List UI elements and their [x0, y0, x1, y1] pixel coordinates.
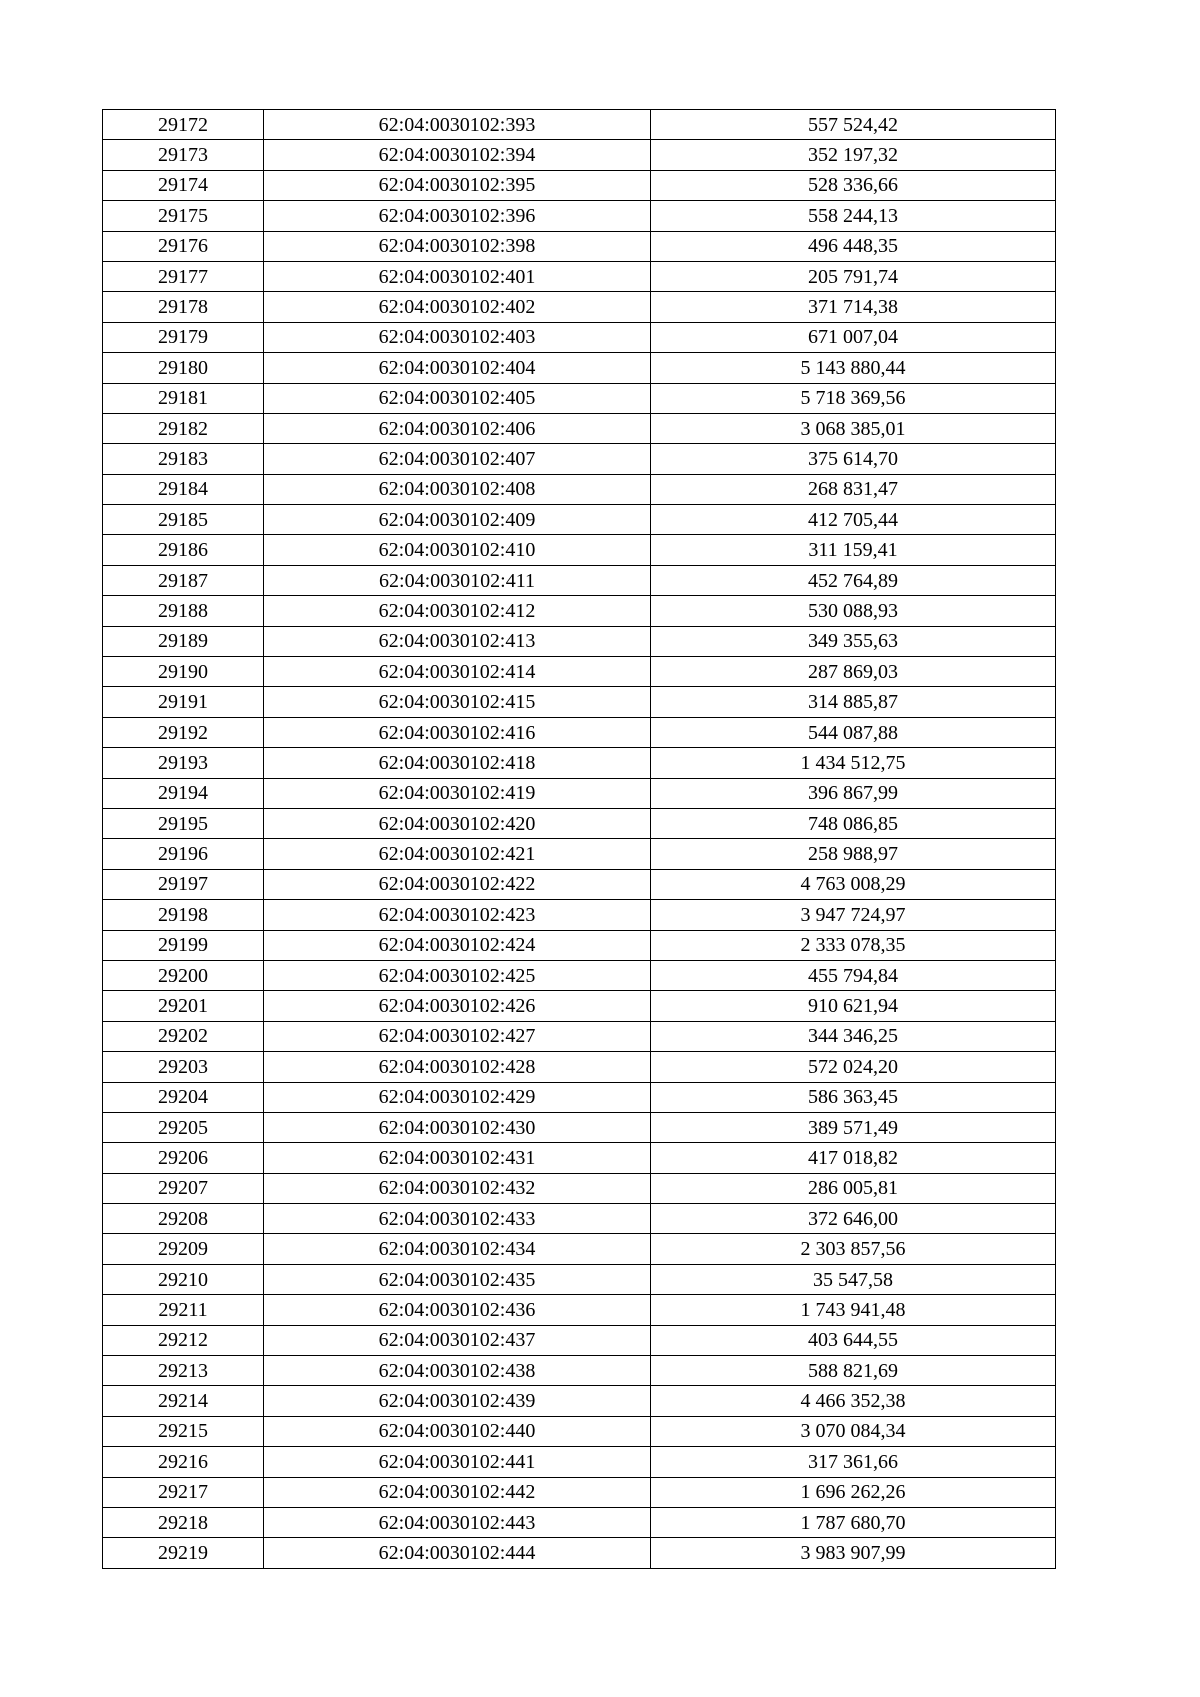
row-number-cell: 29187	[103, 565, 264, 595]
row-number-cell: 29209	[103, 1234, 264, 1264]
table-row	[103, 261, 1056, 291]
cadastral-value-cell: 671 007,04	[651, 322, 1056, 352]
table-row	[103, 535, 1056, 565]
table-row	[103, 474, 1056, 504]
cadastral-number-cell: 62:04:0030102:394	[264, 140, 651, 170]
table-row	[103, 413, 1056, 443]
table-row	[103, 292, 1056, 322]
row-number-cell: 29193	[103, 748, 264, 778]
table-row	[103, 1477, 1056, 1507]
cadastral-number-cell: 62:04:0030102:423	[264, 900, 651, 930]
table-row	[103, 140, 1056, 170]
cadastral-value-cell: 557 524,42	[651, 110, 1056, 140]
cadastral-number-cell: 62:04:0030102:422	[264, 869, 651, 899]
row-number-cell: 29184	[103, 474, 264, 504]
row-number-cell: 29196	[103, 839, 264, 869]
cadastral-number-cell: 62:04:0030102:416	[264, 717, 651, 747]
row-number-cell: 29172	[103, 110, 264, 140]
row-number-cell: 29206	[103, 1143, 264, 1173]
cadastral-value-cell: 452 764,89	[651, 565, 1056, 595]
cadastral-number-cell: 62:04:0030102:433	[264, 1204, 651, 1234]
cadastral-value-cell: 412 705,44	[651, 505, 1056, 535]
cadastral-number-cell: 62:04:0030102:444	[264, 1538, 651, 1568]
cadastral-number-cell: 62:04:0030102:420	[264, 808, 651, 838]
cadastral-number-cell: 62:04:0030102:412	[264, 596, 651, 626]
cadastral-number-cell: 62:04:0030102:403	[264, 322, 651, 352]
cadastral-value-cell: 748 086,85	[651, 808, 1056, 838]
cadastral-number-cell: 62:04:0030102:431	[264, 1143, 651, 1173]
table-row	[103, 1386, 1056, 1416]
cadastral-number-cell: 62:04:0030102:414	[264, 657, 651, 687]
row-number-cell: 29198	[103, 900, 264, 930]
cadastral-number-cell: 62:04:0030102:424	[264, 930, 651, 960]
cadastral-value-cell: 268 831,47	[651, 474, 1056, 504]
cadastral-number-cell: 62:04:0030102:395	[264, 170, 651, 200]
cadastral-number-cell: 62:04:0030102:443	[264, 1507, 651, 1537]
row-number-cell: 29216	[103, 1447, 264, 1477]
cadastral-number-cell: 62:04:0030102:415	[264, 687, 651, 717]
table-row	[103, 505, 1056, 535]
cadastral-value-cell: 349 355,63	[651, 626, 1056, 656]
cadastral-number-cell: 62:04:0030102:409	[264, 505, 651, 535]
cadastral-value-cell: 372 646,00	[651, 1204, 1056, 1234]
row-number-cell: 29194	[103, 778, 264, 808]
cadastral-number-cell: 62:04:0030102:436	[264, 1295, 651, 1325]
cadastral-value-cell: 352 197,32	[651, 140, 1056, 170]
row-number-cell: 29177	[103, 261, 264, 291]
table-row	[103, 1295, 1056, 1325]
cadastral-value-cell: 4 466 352,38	[651, 1386, 1056, 1416]
cadastral-number-cell: 62:04:0030102:405	[264, 383, 651, 413]
cadastral-value-cell: 258 988,97	[651, 839, 1056, 869]
cadastral-value-cell: 530 088,93	[651, 596, 1056, 626]
cadastral-number-cell: 62:04:0030102:419	[264, 778, 651, 808]
cadastral-number-cell: 62:04:0030102:441	[264, 1447, 651, 1477]
row-number-cell: 29214	[103, 1386, 264, 1416]
cadastral-value-cell: 455 794,84	[651, 960, 1056, 990]
row-number-cell: 29183	[103, 444, 264, 474]
cadastral-number-cell: 62:04:0030102:408	[264, 474, 651, 504]
table-row	[103, 869, 1056, 899]
table-row	[103, 596, 1056, 626]
cadastral-value-cell: 311 159,41	[651, 535, 1056, 565]
cadastral-value-cell: 2 303 857,56	[651, 1234, 1056, 1264]
cadastral-value-cell: 1 434 512,75	[651, 748, 1056, 778]
table-row	[103, 383, 1056, 413]
table-row	[103, 444, 1056, 474]
table-row	[103, 1082, 1056, 1112]
table-body	[103, 110, 1056, 1569]
row-number-cell: 29205	[103, 1112, 264, 1142]
cadastral-value-table	[102, 109, 1056, 1569]
cadastral-value-cell: 544 087,88	[651, 717, 1056, 747]
table-row	[103, 991, 1056, 1021]
cadastral-number-cell: 62:04:0030102:418	[264, 748, 651, 778]
cadastral-number-cell: 62:04:0030102:429	[264, 1082, 651, 1112]
row-number-cell: 29197	[103, 869, 264, 899]
table-row	[103, 1538, 1056, 1568]
row-number-cell: 29178	[103, 292, 264, 322]
cadastral-number-cell: 62:04:0030102:402	[264, 292, 651, 322]
table-row	[103, 626, 1056, 656]
cadastral-value-cell: 572 024,20	[651, 1052, 1056, 1082]
cadastral-value-cell: 314 885,87	[651, 687, 1056, 717]
cadastral-value-cell: 3 068 385,01	[651, 413, 1056, 443]
table-row	[103, 717, 1056, 747]
row-number-cell: 29186	[103, 535, 264, 565]
cadastral-number-cell: 62:04:0030102:439	[264, 1386, 651, 1416]
table-row	[103, 748, 1056, 778]
cadastral-number-cell: 62:04:0030102:425	[264, 960, 651, 990]
row-number-cell: 29210	[103, 1264, 264, 1294]
table-row	[103, 110, 1056, 140]
cadastral-number-cell: 62:04:0030102:426	[264, 991, 651, 1021]
cadastral-value-cell: 5 718 369,56	[651, 383, 1056, 413]
cadastral-value-cell: 3 947 724,97	[651, 900, 1056, 930]
row-number-cell: 29203	[103, 1052, 264, 1082]
table-row	[103, 1447, 1056, 1477]
table-row	[103, 1507, 1056, 1537]
cadastral-number-cell: 62:04:0030102:440	[264, 1416, 651, 1446]
row-number-cell: 29217	[103, 1477, 264, 1507]
cadastral-value-cell: 496 448,35	[651, 231, 1056, 261]
row-number-cell: 29200	[103, 960, 264, 990]
row-number-cell: 29179	[103, 322, 264, 352]
row-number-cell: 29180	[103, 353, 264, 383]
cadastral-value-cell: 3 070 084,34	[651, 1416, 1056, 1446]
row-number-cell: 29185	[103, 505, 264, 535]
table-row	[103, 1416, 1056, 1446]
row-number-cell: 29208	[103, 1204, 264, 1234]
cadastral-number-cell: 62:04:0030102:407	[264, 444, 651, 474]
table-row	[103, 322, 1056, 352]
cadastral-number-cell: 62:04:0030102:401	[264, 261, 651, 291]
table-row	[103, 231, 1056, 261]
cadastral-number-cell: 62:04:0030102:442	[264, 1477, 651, 1507]
row-number-cell: 29213	[103, 1356, 264, 1386]
cadastral-value-cell: 417 018,82	[651, 1143, 1056, 1173]
cadastral-value-cell: 317 361,66	[651, 1447, 1056, 1477]
row-number-cell: 29174	[103, 170, 264, 200]
cadastral-value-cell: 2 333 078,35	[651, 930, 1056, 960]
cadastral-value-cell: 344 346,25	[651, 1021, 1056, 1051]
cadastral-number-cell: 62:04:0030102:411	[264, 565, 651, 595]
cadastral-value-cell: 287 869,03	[651, 657, 1056, 687]
cadastral-number-cell: 62:04:0030102:435	[264, 1264, 651, 1294]
row-number-cell: 29175	[103, 201, 264, 231]
cadastral-number-cell: 62:04:0030102:432	[264, 1173, 651, 1203]
cadastral-value-cell: 1 696 262,26	[651, 1477, 1056, 1507]
cadastral-number-cell: 62:04:0030102:427	[264, 1021, 651, 1051]
cadastral-value-cell: 1 787 680,70	[651, 1507, 1056, 1537]
table-row	[103, 1173, 1056, 1203]
row-number-cell: 29218	[103, 1507, 264, 1537]
row-number-cell: 29202	[103, 1021, 264, 1051]
cadastral-value-cell: 389 571,49	[651, 1112, 1056, 1142]
row-number-cell: 29188	[103, 596, 264, 626]
row-number-cell: 29192	[103, 717, 264, 747]
cadastral-number-cell: 62:04:0030102:410	[264, 535, 651, 565]
row-number-cell: 29204	[103, 1082, 264, 1112]
cadastral-value-cell: 910 621,94	[651, 991, 1056, 1021]
cadastral-number-cell: 62:04:0030102:398	[264, 231, 651, 261]
table-row	[103, 201, 1056, 231]
cadastral-number-cell: 62:04:0030102:430	[264, 1112, 651, 1142]
cadastral-value-cell: 1 743 941,48	[651, 1295, 1056, 1325]
table-row	[103, 565, 1056, 595]
table-row	[103, 170, 1056, 200]
row-number-cell: 29195	[103, 808, 264, 838]
table-row	[103, 1325, 1056, 1355]
table-row	[103, 1264, 1056, 1294]
cadastral-value-cell: 371 714,38	[651, 292, 1056, 322]
cadastral-number-cell: 62:04:0030102:421	[264, 839, 651, 869]
row-number-cell: 29199	[103, 930, 264, 960]
cadastral-number-cell: 62:04:0030102:413	[264, 626, 651, 656]
cadastral-value-cell: 286 005,81	[651, 1173, 1056, 1203]
row-number-cell: 29173	[103, 140, 264, 170]
row-number-cell: 29182	[103, 413, 264, 443]
table-row	[103, 1356, 1056, 1386]
table-row	[103, 1143, 1056, 1173]
table-row	[103, 900, 1056, 930]
table-row	[103, 808, 1056, 838]
row-number-cell: 29191	[103, 687, 264, 717]
row-number-cell: 29211	[103, 1295, 264, 1325]
cadastral-value-cell: 588 821,69	[651, 1356, 1056, 1386]
table-row	[103, 1234, 1056, 1264]
row-number-cell: 29190	[103, 657, 264, 687]
cadastral-number-cell: 62:04:0030102:438	[264, 1356, 651, 1386]
cadastral-number-cell: 62:04:0030102:437	[264, 1325, 651, 1355]
table-row	[103, 353, 1056, 383]
cadastral-value-cell: 403 644,55	[651, 1325, 1056, 1355]
cadastral-value-cell: 375 614,70	[651, 444, 1056, 474]
row-number-cell: 29215	[103, 1416, 264, 1446]
cadastral-value-cell: 586 363,45	[651, 1082, 1056, 1112]
row-number-cell: 29212	[103, 1325, 264, 1355]
cadastral-value-cell: 558 244,13	[651, 201, 1056, 231]
table-row	[103, 1204, 1056, 1234]
cadastral-number-cell: 62:04:0030102:434	[264, 1234, 651, 1264]
table-row	[103, 1021, 1056, 1051]
row-number-cell: 29201	[103, 991, 264, 1021]
row-number-cell: 29207	[103, 1173, 264, 1203]
cadastral-value-cell: 528 336,66	[651, 170, 1056, 200]
cadastral-number-cell: 62:04:0030102:396	[264, 201, 651, 231]
cadastral-number-cell: 62:04:0030102:406	[264, 413, 651, 443]
cadastral-value-cell: 35 547,58	[651, 1264, 1056, 1294]
cadastral-value-cell: 4 763 008,29	[651, 869, 1056, 899]
row-number-cell: 29219	[103, 1538, 264, 1568]
table-row	[103, 960, 1056, 990]
row-number-cell: 29181	[103, 383, 264, 413]
table-row	[103, 930, 1056, 960]
row-number-cell: 29176	[103, 231, 264, 261]
table-row	[103, 778, 1056, 808]
cadastral-number-cell: 62:04:0030102:393	[264, 110, 651, 140]
cadastral-value-cell: 205 791,74	[651, 261, 1056, 291]
row-number-cell: 29189	[103, 626, 264, 656]
table-row	[103, 839, 1056, 869]
table-row	[103, 1112, 1056, 1142]
cadastral-number-cell: 62:04:0030102:404	[264, 353, 651, 383]
table-row	[103, 687, 1056, 717]
cadastral-value-cell: 396 867,99	[651, 778, 1056, 808]
table-row	[103, 1052, 1056, 1082]
cadastral-value-cell: 5 143 880,44	[651, 353, 1056, 383]
table-row	[103, 657, 1056, 687]
cadastral-number-cell: 62:04:0030102:428	[264, 1052, 651, 1082]
cadastral-value-cell: 3 983 907,99	[651, 1538, 1056, 1568]
